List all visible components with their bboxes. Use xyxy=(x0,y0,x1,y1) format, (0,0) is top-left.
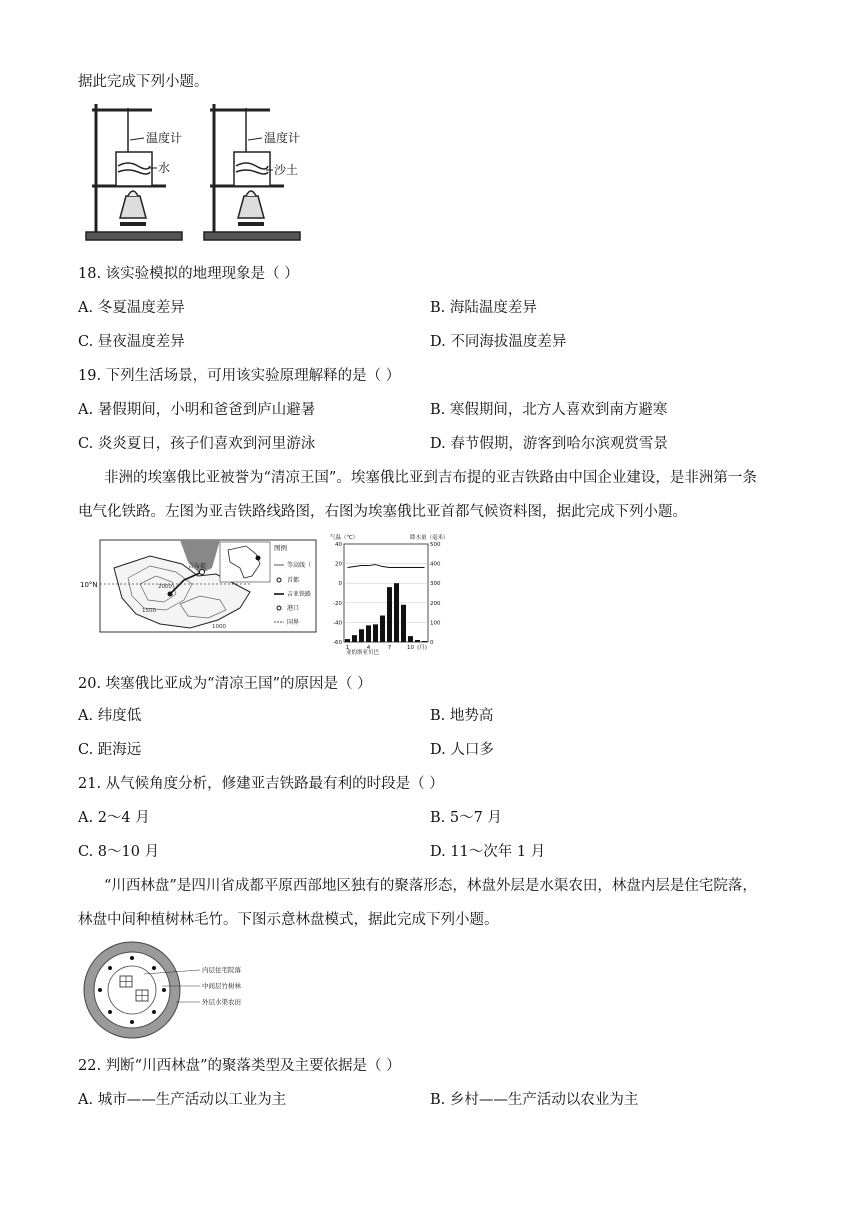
temp-tick-label: 0 xyxy=(338,581,342,588)
precip-bar xyxy=(373,624,378,642)
precip-bar xyxy=(408,636,413,642)
q18-option-b: B. 海陆温度差异 xyxy=(430,300,537,316)
legend-railway: 吉亚铁路 xyxy=(287,591,312,598)
q19-option-b: B. 寒假期间，北方人喜欢到南方避寒 xyxy=(430,402,668,418)
climate-chart xyxy=(324,532,456,656)
precip-axis-label: 降水量（毫米） xyxy=(410,535,449,541)
experiment-figure xyxy=(82,100,312,248)
q21-option-a: A. 2～4 月 xyxy=(78,810,150,826)
precip-tick-label: 200 xyxy=(430,600,441,607)
legend-contour: 等高线（ xyxy=(287,562,312,569)
q20-option-d: D. 人口多 xyxy=(430,742,494,758)
temp-tick-label: -60 xyxy=(333,640,342,646)
q19-stem: 19. 下列生活场景，可用该实验原理解释的是（ ） xyxy=(78,368,401,384)
right-thermometer-label: 温度计 xyxy=(264,131,301,145)
month-tick-label: 10 xyxy=(407,645,414,651)
month-tick-label: (月) xyxy=(417,645,427,651)
q20-stem: 20. 埃塞俄比亚成为“清凉王国”的原因是（ ） xyxy=(78,676,372,692)
precip-bar xyxy=(352,635,357,642)
q20-option-c: C. 距海远 xyxy=(78,742,142,758)
linpan-label-inner: 内层住宅院落 xyxy=(202,966,241,974)
passage-linpan-line2: 林盘中间种植树林毛竹。下图示意林盘模式，据此完成下列小题。 xyxy=(78,912,499,928)
q19-option-a: A. 暑假期间，小明和爸爸到庐山避暑 xyxy=(78,402,316,418)
q21-option-d: D. 11～次年 1 月 xyxy=(430,844,546,860)
passage-ethiopia-line2: 电气化铁路。左图为亚吉铁路线路图，右图为埃塞俄比亚首都气候资料图，据此完成下列小题。 xyxy=(78,504,687,520)
precip-bar xyxy=(387,587,392,642)
q20-option-a: A. 纬度低 xyxy=(78,708,142,724)
contour-label-1: 1500 xyxy=(142,608,156,614)
linpan-label-middle: 中间层竹树林 xyxy=(202,982,241,990)
passage-ethiopia-line1: 非洲的埃塞俄比亚被誉为“清凉王国”。埃塞俄比亚到吉布提的亚吉铁路由中国企业建设，是非洲第一条 xyxy=(104,470,757,486)
lat-label: 10°N xyxy=(80,581,98,589)
temp-tick-label: 20 xyxy=(335,561,342,568)
q18-option-a: A. 冬夏温度差异 xyxy=(78,300,185,316)
linpan-label-outer: 外层水渠农田 xyxy=(202,998,241,1006)
right-content-label: 沙土 xyxy=(274,163,299,177)
left-thermometer-label: 温度计 xyxy=(146,131,183,145)
left-content-label: 水 xyxy=(158,161,171,175)
q21-option-c: C. 8～10 月 xyxy=(78,844,160,860)
precip-bar xyxy=(380,616,385,642)
temp-tick-label: 40 xyxy=(335,542,342,548)
precip-bar xyxy=(401,605,406,642)
q18-option-d: D. 不同海拔温度差异 xyxy=(430,334,567,350)
precip-tick-label: 400 xyxy=(430,561,441,568)
month-tick-label: 7 xyxy=(387,645,392,651)
precip-tick-label: 500 xyxy=(430,542,441,548)
precip-bar xyxy=(415,640,420,642)
precip-bar xyxy=(345,639,350,642)
precip-bar xyxy=(359,629,364,642)
q22-stem: 22. 判断“川西林盘”的聚落类型及主要依据是（ ） xyxy=(78,1058,401,1074)
q18-option-c: C. 昼夜温度差异 xyxy=(78,334,185,350)
precip-bar xyxy=(422,641,427,642)
chart-caption: 亚的斯亚贝巴 xyxy=(346,650,380,656)
passage-linpan-line1: “川西林盘”是四川省成都平原西部地区独有的聚落形态，林盘外层是水渠农田，林盘内层是住宅院落， xyxy=(104,878,757,894)
q22-option-a: A. 城市——生产活动以工业为主 xyxy=(78,1092,287,1108)
legend-title: 图例 xyxy=(274,544,287,552)
contour-label-2: 2000 xyxy=(158,584,172,590)
precip-tick-label: 100 xyxy=(430,620,441,627)
q18-stem: 18. 该实验模拟的地理现象是（ ） xyxy=(78,266,299,282)
temp-axis-label: 气温（℃） xyxy=(330,535,359,541)
q20-option-b: B. 地势高 xyxy=(430,708,494,724)
railway-map xyxy=(80,538,320,634)
legend-port: 港口 xyxy=(287,605,300,612)
legend-border: 国界 xyxy=(287,619,300,626)
precip-tick-label: 300 xyxy=(430,581,441,588)
temp-tick-label: -20 xyxy=(333,600,342,607)
month-tick-label: 1 xyxy=(345,645,350,651)
legend-capital: 首都 xyxy=(287,577,300,584)
city-label: 吉布提 xyxy=(188,563,207,570)
q22-option-b: B. 乡村——生产活动以农业为主 xyxy=(430,1092,639,1108)
q19-option-d: D. 春节假期，游客到哈尔滨观赏雪景 xyxy=(430,436,668,452)
month-tick-label: 4 xyxy=(366,645,371,651)
temp-tick-label: -40 xyxy=(333,620,342,627)
precip-bar xyxy=(394,583,399,642)
linpan-diagram xyxy=(82,940,282,1040)
precip-bar xyxy=(366,625,371,642)
contour-label-3: 1000 xyxy=(212,624,226,630)
q21-option-b: B. 5～7 月 xyxy=(430,810,502,826)
precip-tick-label: 0 xyxy=(430,640,434,646)
q19-option-c: C. 炎炎夏日，孩子们喜欢到河里游泳 xyxy=(78,436,316,452)
q21-stem: 21. 从气候角度分析，修建亚吉铁路最有利的时段是（ ） xyxy=(78,776,444,792)
intro-line: 据此完成下列小题。 xyxy=(78,74,209,90)
